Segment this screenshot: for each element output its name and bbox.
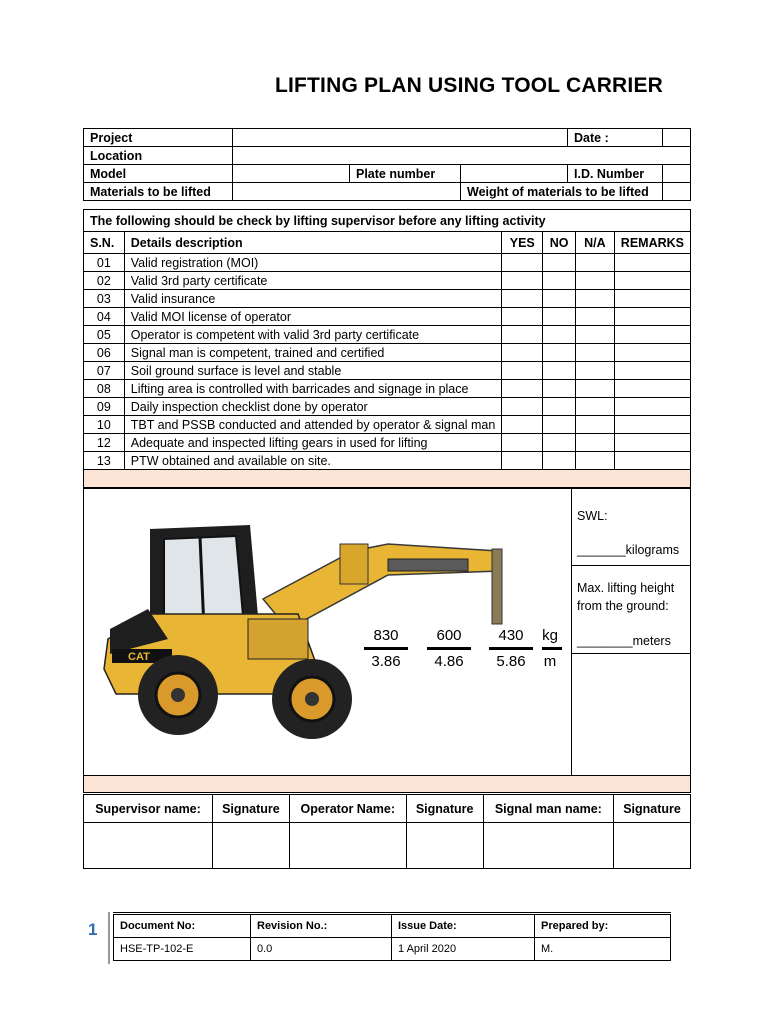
checklist-yes-cell[interactable] — [502, 452, 543, 470]
model-field[interactable] — [233, 165, 350, 183]
operator-signature-field[interactable] — [406, 823, 483, 869]
checklist-yes-cell[interactable] — [502, 434, 543, 452]
peach-divider — [84, 470, 691, 488]
signature-table — [83, 794, 691, 869]
document-control-table — [113, 912, 671, 961]
checklist-na-cell[interactable] — [576, 416, 615, 434]
checklist-item: Operator is competent with valid 3rd party certificate — [124, 326, 502, 344]
col-remarks: REMARKS — [614, 232, 690, 254]
load-kg-2: 600 — [436, 627, 462, 644]
prepared-by-label: Prepared by: — [535, 914, 671, 938]
checklist-item: Valid 3rd party certificate — [124, 272, 502, 290]
revision-label: Revision No.: — [251, 914, 392, 938]
checklist-remarks-cell[interactable] — [614, 272, 690, 290]
checklist-sn: 08 — [84, 380, 125, 398]
checklist-sn: 07 — [84, 362, 125, 380]
supervisor-signature-label: Signature — [213, 795, 290, 823]
checklist-item: Lifting area is controlled with barricades and signage in place — [124, 380, 502, 398]
checklist-remarks-cell[interactable] — [614, 416, 690, 434]
date-label: Date : — [568, 129, 663, 147]
checklist-no-cell[interactable] — [543, 254, 576, 272]
checklist-yes-cell[interactable] — [502, 290, 543, 308]
checklist-no-cell[interactable] — [543, 326, 576, 344]
checklist-na-cell[interactable] — [576, 362, 615, 380]
height-field[interactable]: ________meters — [577, 634, 671, 648]
checklist-no-cell[interactable] — [543, 272, 576, 290]
checklist-row — [84, 344, 691, 362]
checklist-remarks-cell[interactable] — [614, 380, 690, 398]
doc-no-value: HSE-TP-102-E — [114, 938, 251, 961]
checklist-na-cell[interactable] — [576, 272, 615, 290]
checklist-na-cell[interactable] — [576, 290, 615, 308]
checklist-item: Valid MOI license of operator — [124, 308, 502, 326]
checklist-yes-cell[interactable] — [502, 416, 543, 434]
page-title: LIFTING PLAN USING TOOL CARRIER — [274, 74, 664, 97]
col-na: N/A — [576, 232, 615, 254]
checklist-na-cell[interactable] — [576, 326, 615, 344]
checklist-no-cell[interactable] — [543, 362, 576, 380]
height-label-2: from the ground: — [577, 599, 669, 613]
checklist-remarks-cell[interactable] — [614, 308, 690, 326]
operator-label: Operator Name: — [289, 795, 406, 823]
checklist-yes-cell[interactable] — [502, 380, 543, 398]
checklist-sn: 05 — [84, 326, 125, 344]
checklist-no-cell[interactable] — [543, 398, 576, 416]
checklist-no-cell[interactable] — [543, 380, 576, 398]
plate-number-field[interactable] — [461, 165, 568, 183]
issue-date-value: 1 April 2020 — [392, 938, 535, 961]
checklist-table — [83, 209, 691, 488]
checklist-sn: 10 — [84, 416, 125, 434]
project-label: Project — [84, 129, 233, 147]
checklist-item: Valid insurance — [124, 290, 502, 308]
cat-logo: CAT — [128, 651, 150, 663]
checklist-remarks-cell[interactable] — [614, 452, 690, 470]
load-m-2: 4.86 — [434, 653, 464, 670]
checklist-item: Soil ground surface is level and stable — [124, 362, 502, 380]
checklist-item: Daily inspection checklist done by operator — [124, 398, 502, 416]
id-number-label: I.D. Number — [568, 165, 663, 183]
signal-man-name-field[interactable] — [483, 823, 614, 869]
figure-divider — [571, 489, 572, 776]
checklist-na-cell[interactable] — [576, 254, 615, 272]
signal-man-signature-field[interactable] — [614, 823, 691, 869]
checklist-remarks-cell[interactable] — [614, 326, 690, 344]
materials-label: Materials to be lifted — [84, 183, 233, 201]
signal-man-label: Signal man name: — [483, 795, 614, 823]
checklist-sn: 09 — [84, 398, 125, 416]
checklist-yes-cell[interactable] — [502, 308, 543, 326]
checklist-na-cell[interactable] — [576, 308, 615, 326]
unit-kg: kg — [542, 627, 558, 644]
checklist-no-cell[interactable] — [543, 416, 576, 434]
col-yes: YES — [502, 232, 543, 254]
checklist-yes-cell[interactable] — [502, 326, 543, 344]
signal-man-signature-label: Signature — [614, 795, 691, 823]
revision-value: 0.0 — [251, 938, 392, 961]
col-sn: S.N. — [84, 232, 125, 254]
id-number-field[interactable] — [663, 165, 691, 183]
checklist-na-cell[interactable] — [576, 344, 615, 362]
checklist-remarks-cell[interactable] — [614, 362, 690, 380]
checklist-instruction: The following should be check by lifting supervisor before any lifting activity — [84, 210, 691, 232]
checklist-remarks-cell[interactable] — [614, 344, 690, 362]
doc-no-label: Document No: — [114, 914, 251, 938]
unit-m: m — [543, 653, 557, 670]
lifting-figure — [83, 488, 691, 776]
checklist-sn: 13 — [84, 452, 125, 470]
checklist-row — [84, 380, 691, 398]
checklist-yes-cell[interactable] — [502, 272, 543, 290]
checklist-na-cell[interactable] — [576, 434, 615, 452]
checklist-sn: 12 — [84, 434, 125, 452]
checklist-item: Valid registration (MOI) — [124, 254, 502, 272]
checklist-no-cell[interactable] — [543, 290, 576, 308]
checklist-yes-cell[interactable] — [502, 254, 543, 272]
weight-label: Weight of materials to be lifted — [461, 183, 663, 201]
date-field[interactable] — [663, 129, 691, 147]
checklist-sn: 04 — [84, 308, 125, 326]
checklist-no-cell[interactable] — [543, 344, 576, 362]
checklist-sn: 01 — [84, 254, 125, 272]
materials-field[interactable] — [233, 183, 461, 201]
checklist-yes-cell[interactable] — [502, 362, 543, 380]
page-number: 1 — [88, 920, 98, 939]
load-m-3: 5.86 — [496, 653, 526, 670]
checklist-row — [84, 308, 691, 326]
checklist-no-cell[interactable] — [543, 308, 576, 326]
supervisor-name-field[interactable] — [84, 823, 213, 869]
footer-rule — [108, 912, 110, 964]
load-bar-1 — [364, 647, 408, 650]
checklist-item: PTW obtained and available on site. — [124, 452, 502, 470]
checklist-na-cell[interactable] — [576, 398, 615, 416]
load-bar-2 — [427, 647, 471, 650]
checklist-yes-cell[interactable] — [502, 398, 543, 416]
swl-divider — [571, 565, 691, 566]
model-label: Model — [84, 165, 233, 183]
checklist-remarks-cell[interactable] — [614, 398, 690, 416]
weight-field[interactable] — [663, 183, 691, 201]
col-no: NO — [543, 232, 576, 254]
peach-strip — [83, 775, 691, 793]
height-label-1: Max. lifting height — [577, 581, 675, 595]
plate-number-label: Plate number — [350, 165, 461, 183]
checklist-no-cell[interactable] — [543, 434, 576, 452]
checklist-remarks-cell[interactable] — [614, 434, 690, 452]
checklist-row — [84, 362, 691, 380]
checklist-row — [84, 452, 691, 470]
location-field[interactable] — [233, 147, 691, 165]
unit-bar — [542, 647, 562, 650]
checklist-row — [84, 290, 691, 308]
checklist-remarks-cell[interactable] — [614, 254, 690, 272]
checklist-yes-cell[interactable] — [502, 344, 543, 362]
checklist-item: Adequate and inspected lifting gears in used for lifting — [124, 434, 502, 452]
load-bar-3 — [489, 647, 533, 650]
load-kg-3: 430 — [498, 627, 524, 644]
load-kg-1: 830 — [373, 627, 399, 644]
info-table — [83, 128, 691, 201]
checklist-row — [84, 416, 691, 434]
supervisor-label: Supervisor name: — [84, 795, 213, 823]
checklist-row — [84, 272, 691, 290]
checklist-sn: 03 — [84, 290, 125, 308]
checklist-row — [84, 326, 691, 344]
checklist-remarks-cell[interactable] — [614, 290, 690, 308]
issue-date-label: Issue Date: — [392, 914, 535, 938]
checklist-row — [84, 254, 691, 272]
swl-label: SWL: — [577, 509, 608, 523]
col-details: Details description — [124, 232, 502, 254]
height-divider — [571, 653, 691, 654]
swl-field[interactable]: _______kilograms — [577, 543, 680, 557]
prepared-by-value: M. — [535, 938, 671, 961]
operator-name-field[interactable] — [289, 823, 406, 869]
load-m-1: 3.86 — [371, 653, 401, 670]
supervisor-signature-field[interactable] — [213, 823, 290, 869]
project-field[interactable] — [233, 129, 568, 147]
checklist-sn: 02 — [84, 272, 125, 290]
location-label: Location — [84, 147, 233, 165]
checklist-na-cell[interactable] — [576, 452, 615, 470]
checklist-sn: 06 — [84, 344, 125, 362]
checklist-no-cell[interactable] — [543, 452, 576, 470]
checklist-item: TBT and PSSB conducted and attended by operator & signal man — [124, 416, 502, 434]
checklist-na-cell[interactable] — [576, 380, 615, 398]
checklist-row — [84, 434, 691, 452]
checklist-row — [84, 398, 691, 416]
checklist-item: Signal man is competent, trained and certified — [124, 344, 502, 362]
operator-signature-label: Signature — [406, 795, 483, 823]
